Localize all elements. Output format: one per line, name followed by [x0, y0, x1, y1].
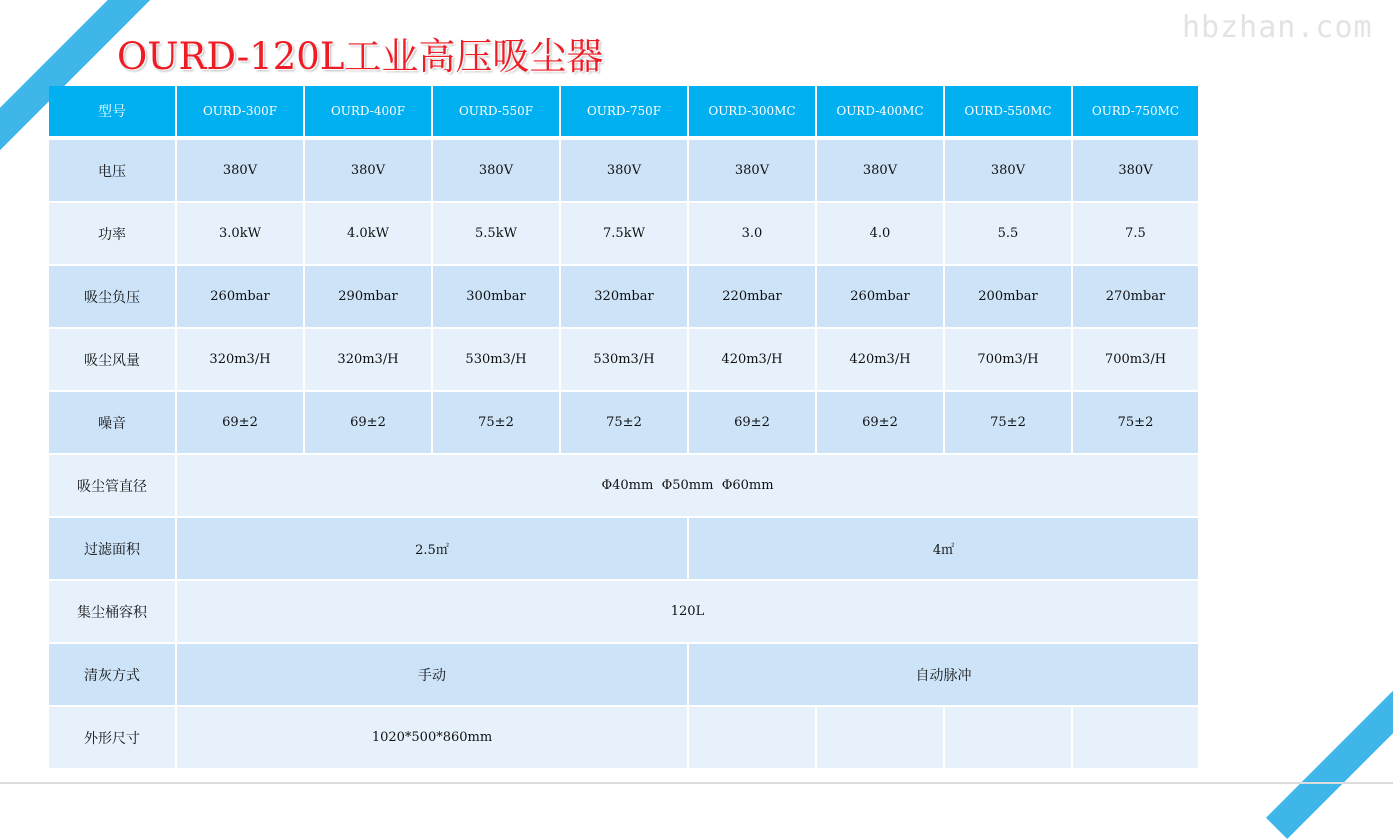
table-cell	[817, 707, 945, 770]
voltage-row	[49, 140, 1198, 203]
table-cell: 380V	[945, 140, 1073, 203]
dimensions-row	[49, 707, 1198, 770]
corner-decoration-bottom-right	[1266, 641, 1393, 839]
table-cell: 3.0kW	[177, 203, 305, 266]
power-row	[49, 203, 1198, 266]
table-cell: 手动	[177, 644, 689, 707]
table-cell: 380V	[817, 140, 945, 203]
table-cell: Φ40mm Φ50mm Φ60mm	[177, 455, 1198, 518]
table-cell: 4㎡	[689, 518, 1198, 581]
table-cell: 700m3/H	[945, 329, 1073, 392]
table-cell: 75±2	[945, 392, 1073, 455]
table-cell: 220mbar	[689, 266, 817, 329]
cleaning-method-row	[49, 644, 1198, 707]
table-cell	[689, 707, 817, 770]
table-cell: 5.5kW	[433, 203, 561, 266]
table-cell: 320m3/H	[305, 329, 433, 392]
table-cell: 320m3/H	[177, 329, 305, 392]
model-header: OURD-750MC	[1073, 86, 1198, 140]
table-cell: 260mbar	[177, 266, 305, 329]
table-cell: 75±2	[1073, 392, 1198, 455]
model-header: OURD-300F	[177, 86, 305, 140]
noise-row	[49, 392, 1198, 455]
model-header: OURD-750F	[561, 86, 689, 140]
table-cell	[1073, 707, 1198, 770]
model-header: OURD-400F	[305, 86, 433, 140]
hose-diameter-row	[49, 455, 1198, 518]
table-cell: 380V	[177, 140, 305, 203]
table-cell: 3.0	[689, 203, 817, 266]
model-header: OURD-550F	[433, 86, 561, 140]
row-label: 功率	[49, 203, 177, 266]
row-label: 外形尺寸	[49, 707, 177, 770]
table-cell: 2.5㎡	[177, 518, 689, 581]
table-cell: 420m3/H	[689, 329, 817, 392]
bottom-divider	[0, 782, 1393, 784]
table-cell: 380V	[561, 140, 689, 203]
bin-capacity-row	[49, 581, 1198, 644]
table-cell: 69±2	[177, 392, 305, 455]
row-label: 清灰方式	[49, 644, 177, 707]
page-title: OURD-120L工业高压吸尘器	[117, 35, 604, 78]
row-label: 吸尘管直径	[49, 455, 177, 518]
table-cell: 270mbar	[1073, 266, 1198, 329]
table-cell: 75±2	[433, 392, 561, 455]
table-cell: 69±2	[689, 392, 817, 455]
table-cell: 420m3/H	[817, 329, 945, 392]
table-cell: 4.0	[817, 203, 945, 266]
table-cell: 69±2	[817, 392, 945, 455]
table-cell: 700m3/H	[1073, 329, 1198, 392]
row-label: 噪音	[49, 392, 177, 455]
table-cell: 300mbar	[433, 266, 561, 329]
row-label: 吸尘风量	[49, 329, 177, 392]
table-cell: 1020*500*860mm	[177, 707, 689, 770]
row-label: 集尘桶容积	[49, 581, 177, 644]
table-cell: 380V	[433, 140, 561, 203]
spec-table	[49, 86, 1198, 770]
table-cell: 380V	[305, 140, 433, 203]
table-cell: 200mbar	[945, 266, 1073, 329]
watermark: hbzhan.com	[1182, 10, 1373, 45]
vacuum-row	[49, 266, 1198, 329]
table-cell: 530m3/H	[433, 329, 561, 392]
row-label: 电压	[49, 140, 177, 203]
table-cell: 4.0kW	[305, 203, 433, 266]
table-cell: 120L	[177, 581, 1198, 644]
table-cell: 7.5kW	[561, 203, 689, 266]
airflow-row	[49, 329, 1198, 392]
row-label: 吸尘负压	[49, 266, 177, 329]
header-row	[49, 86, 1198, 140]
table-cell: 75±2	[561, 392, 689, 455]
table-cell: 530m3/H	[561, 329, 689, 392]
table-cell: 7.5	[1073, 203, 1198, 266]
table-cell: 380V	[1073, 140, 1198, 203]
table-cell: 自动脉冲	[689, 644, 1198, 707]
table-cell: 320mbar	[561, 266, 689, 329]
filter-area-row	[49, 518, 1198, 581]
model-header: OURD-300MC	[689, 86, 817, 140]
table-cell: 290mbar	[305, 266, 433, 329]
row-label: 过滤面积	[49, 518, 177, 581]
table-cell: 69±2	[305, 392, 433, 455]
model-header: OURD-550MC	[945, 86, 1073, 140]
header-label: 型号	[49, 86, 177, 140]
table-cell: 380V	[689, 140, 817, 203]
model-header: OURD-400MC	[817, 86, 945, 140]
table-cell: 260mbar	[817, 266, 945, 329]
table-cell: 5.5	[945, 203, 1073, 266]
table-cell	[945, 707, 1073, 770]
